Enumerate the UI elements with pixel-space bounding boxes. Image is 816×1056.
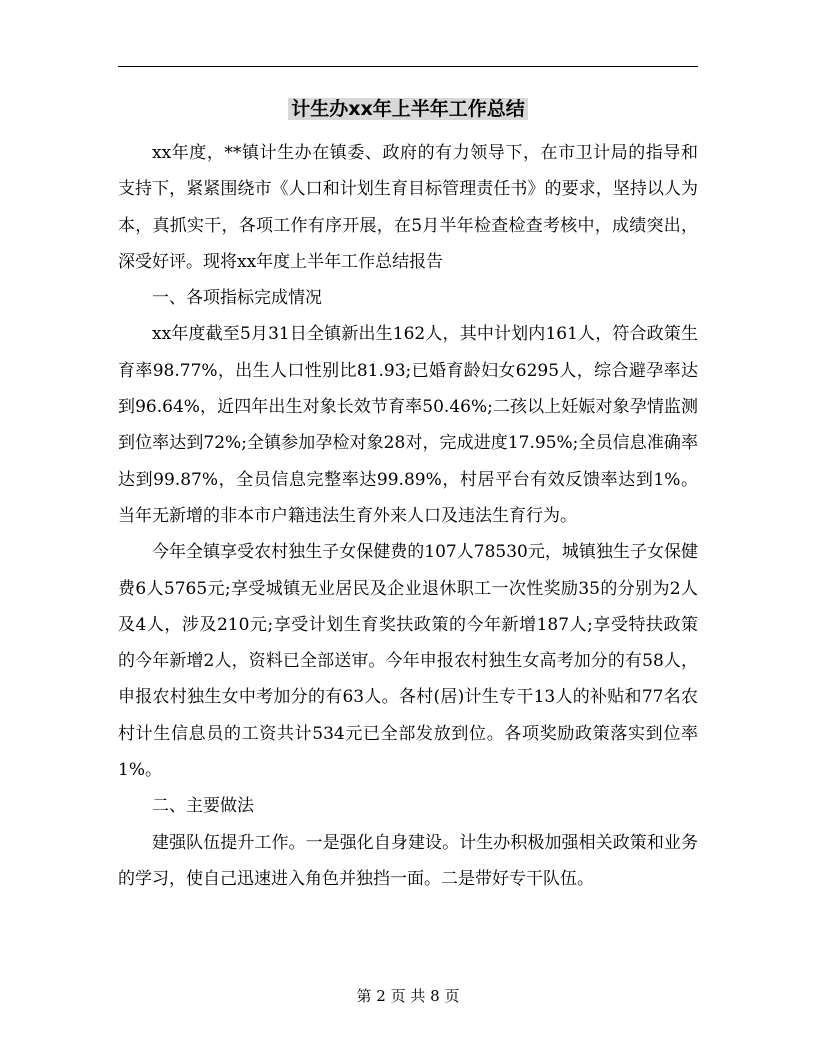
document-title-text: 计生办xx年上半年工作总结 — [288, 98, 528, 120]
document-body — [118, 135, 698, 897]
page-footer: 第 2 页 共 8 页 — [356, 987, 460, 1005]
paragraph-intro: xx年度，**镇计生办在镇委、政府的有力领导下，在市卫计局的指导和支持下，紧紧围绕市《人口和计划生育目标管理责任书》的要求，坚持以人为本，真抓实干，各项工作有序开展，在5月半年检查检查考核中，成绩突出，深受好评。现将xx年度上半年工作总结报告 — [118, 143, 698, 272]
paragraph-methods: 建强队伍提升工作。一是强化自身建设。计生办积极加强相关政策和业务的学习，使自己迅速进入角色并独挡一面。二是带好专干队伍。 — [118, 832, 698, 889]
section-heading-1: 一、各项指标完成情况 — [152, 288, 322, 309]
paragraph-indicators: xx年度截至5月31日全镇新出生162人，其中计划内161人，符合政策生育率98.77%，出生人口性别比81.93;已婚育龄妇女6295人，综合避孕率达到96.64%，近四年出生对象长效节育率50.46%;二孩以上妊娠对象孕情监测到位率达到72%;全镇参加孕检对象28对，完成进度17.95%;全员信息准确率达到99.87%，全员信息完整率达99.89%，村居平台有效反馈率达到1%。当年无新增的非本市户籍违法生育外来人口及违法生育行为。 — [118, 324, 698, 526]
document-title — [0, 95, 816, 123]
header-rule — [118, 66, 698, 67]
paragraph-subsidies: 今年全镇享受农村独生子女保健费的107人78530元，城镇独生子女保健费6人5765元;享受城镇无业居民及企业退休职工一次性奖励35的分别为2人及4人，涉及210元;享受计划生育奖扶政策的今年新增187人;享受特扶政策的今年新增2人，资料已全部送审。今年申报农村独生女高考加分的有58人，申报农村独生女中考加分的有63人。各村(居)计生专干13人的补贴和77名农村计生信息员的工资共计534元已全部发放到位。各项奖励政策落实到位率1%。 — [118, 542, 698, 781]
section-heading-2: 二、主要做法 — [152, 796, 254, 817]
